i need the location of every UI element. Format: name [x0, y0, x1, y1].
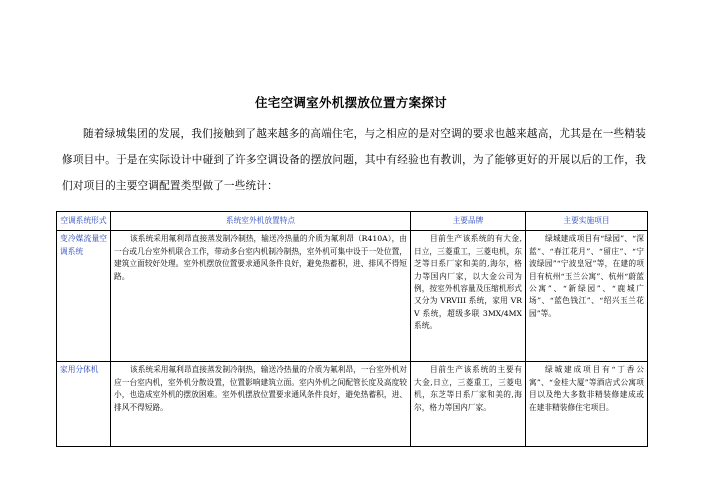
intro-paragraph: 随着绿城集团的发展，我们接触到了越来越多的高端住宅，与之相应的是对空调的要求也越来越高，尤其是在一些精装修项目中。于是在实际设计中碰到了许多空调设备的摆放问题，其中有经验也有教训，为了能够更好的开展以后的工作，我们对项目的主要空调配置类型做了一些统计： [62, 128, 646, 192]
header-main-brands: 主要品牌 [411, 212, 526, 231]
table-header-row [57, 212, 648, 231]
header-outdoor-features: 系统室外机放置特点 [111, 212, 411, 231]
cell-main-projects: 绿城建成项目有“丁香公寓”、“金桂大厦”等酒店式公寓项目以及绝大多数非精装修建成或在建非精装修住宅项目。 [526, 362, 648, 447]
table-row [57, 231, 648, 362]
cell-main-brands: 目前生产该系统的主要有大金,日立，三菱重工，三菱电机，东芝等日系厂家和美的,海尔，格力等国内厂家。 [411, 362, 526, 447]
table-row [57, 362, 648, 447]
cell-main-projects: 绿城建成项目有“绿园”、“深蓝”、“春江花月”、“留庄”、“宁波绿园”“宁波皇冠”等，在建的项目有杭州“玉兰公寓”、杭州“蔚蓝公寓”、“新绿园”、“鹿城广场”、“蓝色钱江”、“绍兴玉兰花园”等。 [526, 231, 648, 362]
cell-system-type: 变冷媒流量空调系统 [57, 231, 111, 362]
cell-outdoor-features: 该系统采用氟利昂直接蒸发制冷制热，输送冷热量的介质为氟利昂（R410A），由一台或几台室外机联合工作，带动多台室内机制冷制热，室外机可集中设于一处位置，建筑立面较好处理。室外机摆放位置要求通风条件良好，避免热蓄积，进、排风不得短路。 [111, 231, 411, 362]
header-main-projects: 主要实施项目 [526, 212, 648, 231]
cell-system-type: 家用分体机 [57, 362, 111, 447]
cell-main-brands: 目前生产该系统的有大金,日立，三菱重工，三菱电机，东芝等日系厂家和美的,海尔，格力等国内厂家，以大金公司为例，按室外机容量及压缩机形式又分为 VRVIII 系统，家用 VRV 系统，超级多联 3MX/4MX 系统。 [411, 231, 526, 362]
document-title: 住宅空调室外机摆放位置方案探讨 [254, 95, 447, 110]
ac-system-table [56, 211, 648, 447]
cell-outdoor-features: 该系统采用氟利昂直接蒸发制冷制热，输送冷热量的介质为氟利昂，一台室外机对应一台室内机，室外机分散设置，位置影响建筑立面。室内外机之间配管长度及高度较小，也造成室外机的摆放困难。室外机摆放位置要求通风条件良好，避免热蓄积，进、排风不得短路。 [111, 362, 411, 447]
header-system-type: 空调系统形式 [57, 212, 111, 231]
